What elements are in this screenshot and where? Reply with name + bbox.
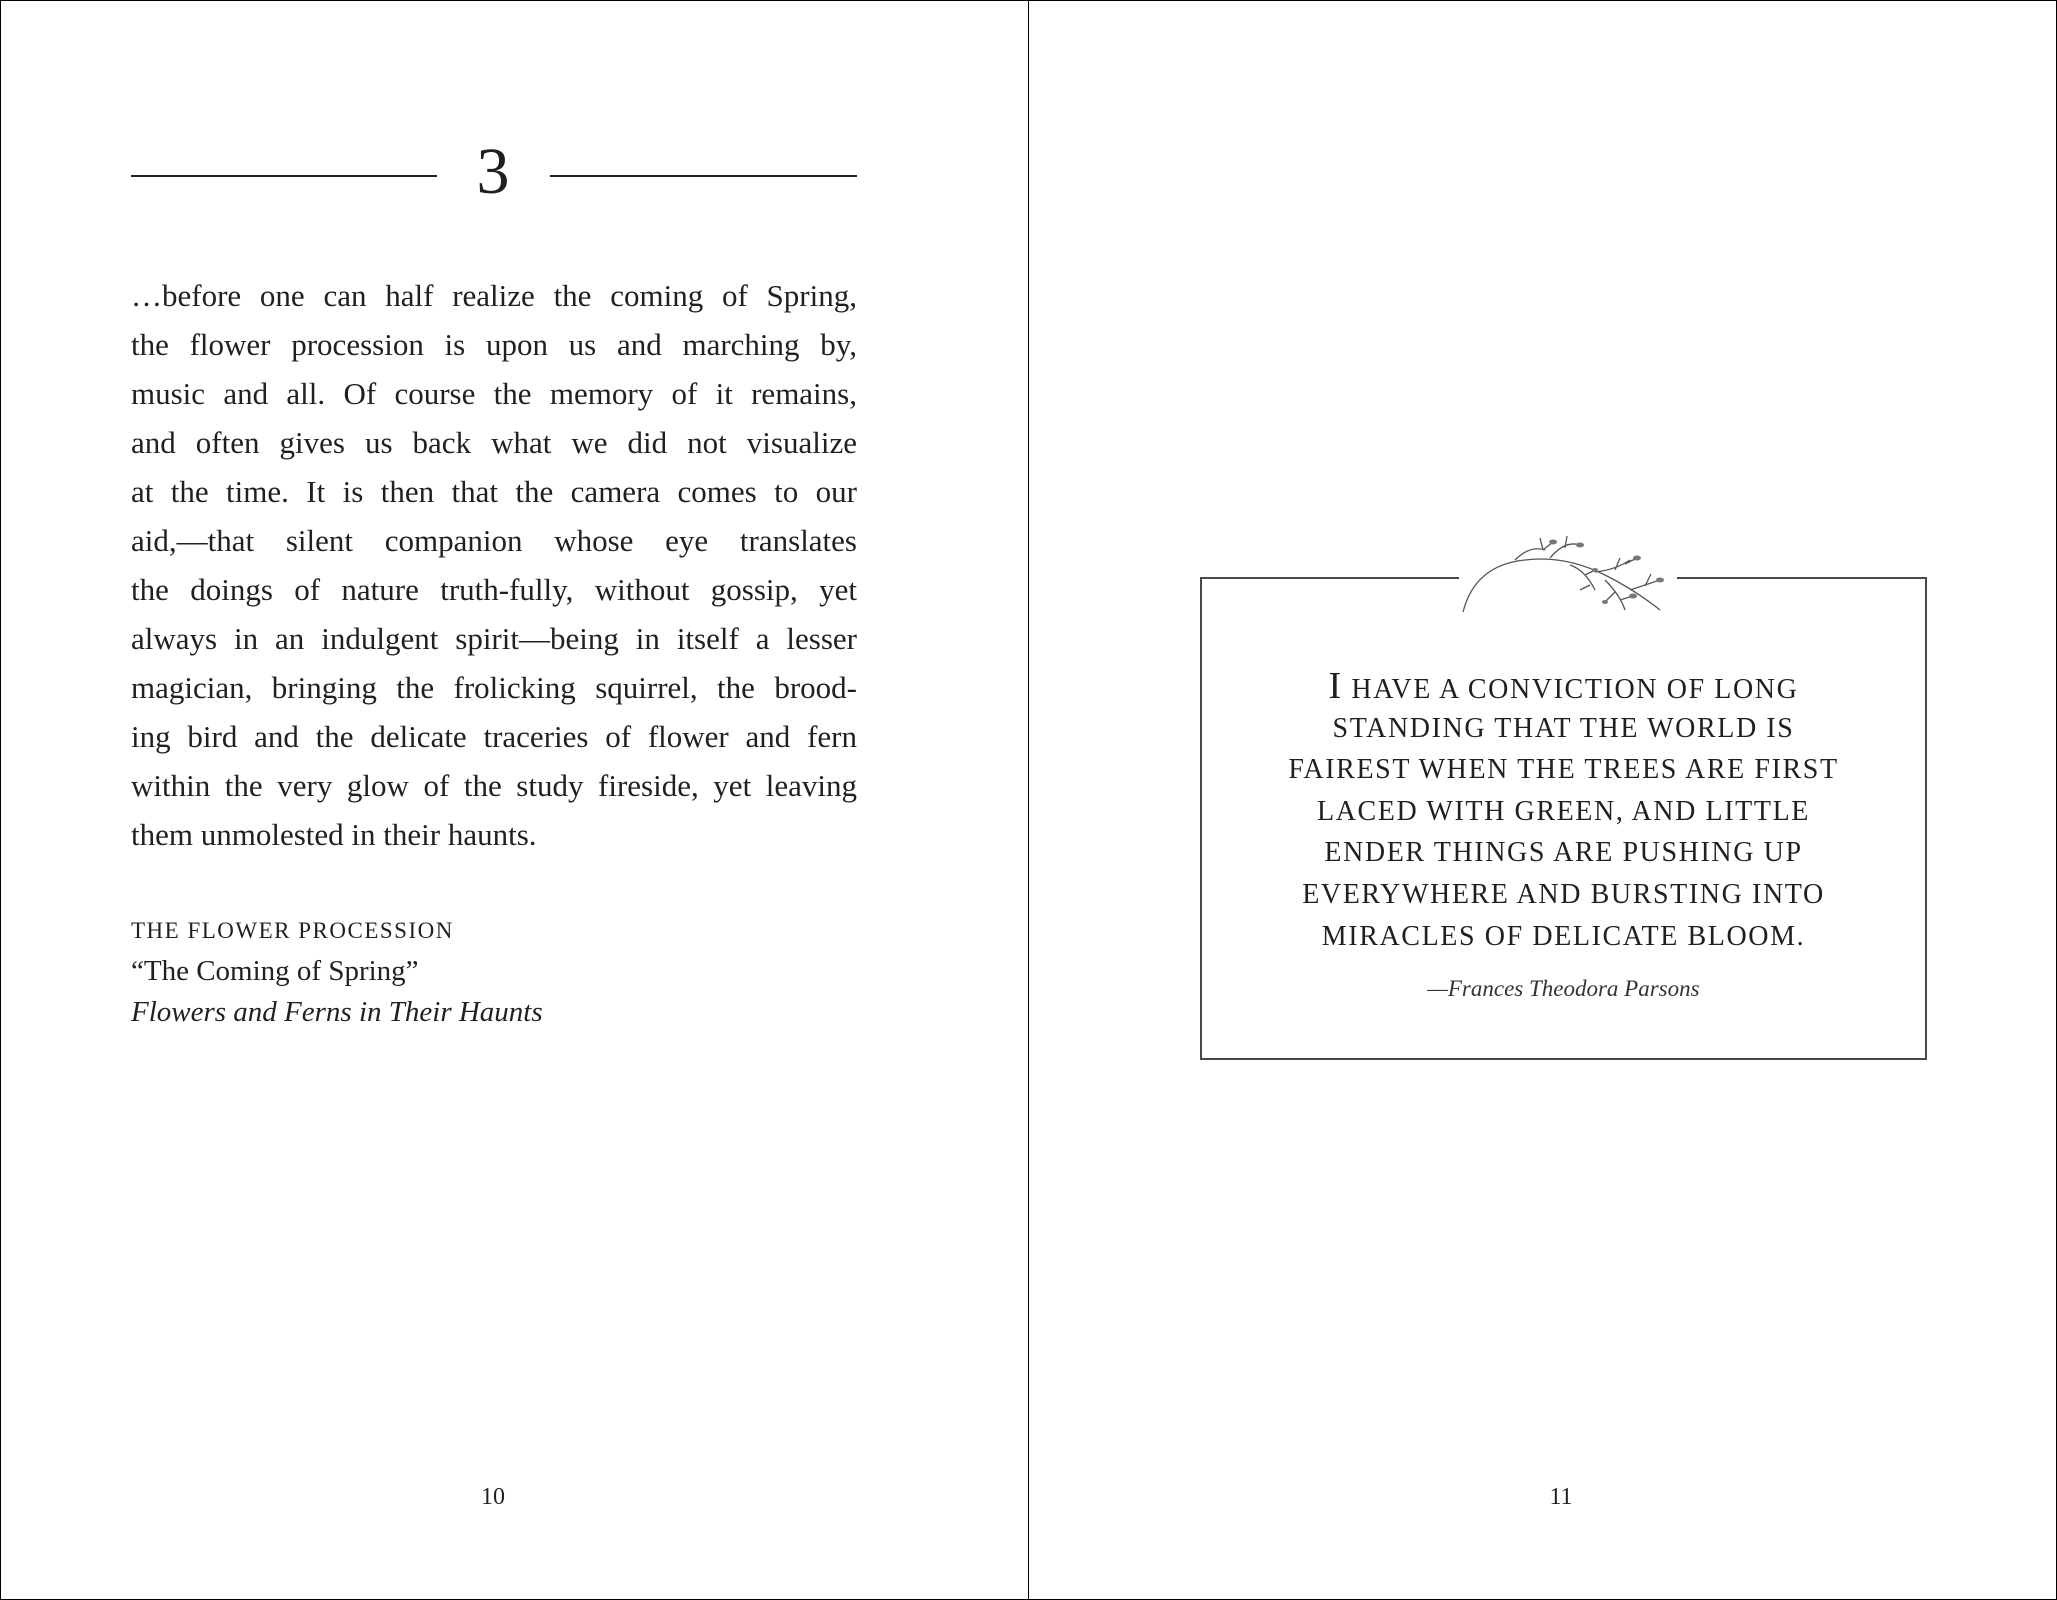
quote-line: FAIREST WHEN THE TREES ARE FIRST bbox=[1288, 754, 1839, 786]
source-section: THE FLOWER PROCESSION bbox=[131, 918, 454, 943]
body-line: ing bird and the delicate traceries of flower and fern bbox=[131, 719, 857, 754]
page-number-right: 11 bbox=[1549, 1484, 1573, 1510]
source-book: Flowers and Ferns in Their Haunts bbox=[131, 996, 543, 1028]
quote-box-top-left bbox=[1200, 577, 1459, 579]
quote-line: MIRACLES OF DELICATE BLOOM. bbox=[1321, 920, 1806, 952]
body-line: the doings of nature truth-fully, without gossip, yet bbox=[131, 572, 857, 607]
body-text bbox=[131, 271, 857, 859]
quote-attribution: —Frances Theodora Parsons bbox=[1427, 976, 1700, 1001]
chapter-rule-left bbox=[131, 175, 437, 177]
body-line: always in an indulgent spirit—being in itself a lesser bbox=[131, 621, 857, 656]
quote-box-top-right bbox=[1677, 577, 1925, 579]
body-line: aid,—that silent companion whose eye translates bbox=[131, 523, 857, 558]
floral-sprig-icon bbox=[1455, 530, 1675, 615]
body-line: within the very glow of the study fireside, yet leaving bbox=[131, 768, 857, 803]
source-citation bbox=[131, 910, 543, 1033]
body-line: at the time. It is then that the camera comes to our bbox=[131, 474, 857, 509]
body-line: …before one can half realize the coming of Spring, bbox=[131, 278, 857, 313]
body-line: music and all. Of course the memory of it remains, bbox=[131, 376, 857, 411]
gutter-divider bbox=[1028, 0, 1029, 1600]
body-line: and often gives us back what we did not visualize bbox=[131, 425, 857, 460]
source-chapter: “The Coming of Spring” bbox=[131, 955, 419, 987]
body-line: magician, bringing the frolicking squirrel, the brood- bbox=[131, 670, 857, 705]
quote-line: STANDING THAT THE WORLD IS bbox=[1332, 712, 1795, 744]
quote-line: LACED WITH GREEN, AND LITTLE bbox=[1317, 795, 1810, 827]
chapter-rule-right bbox=[550, 175, 857, 177]
quote-line: EVERYWHERE AND BURSTING INTO bbox=[1302, 878, 1825, 910]
quote-line: I HAVE A CONVICTION OF LONG bbox=[1328, 665, 1799, 707]
page-number-left: 10 bbox=[481, 1484, 505, 1510]
quote-initial: I bbox=[1328, 665, 1343, 707]
body-line: them unmolested in their haunts. bbox=[131, 817, 537, 852]
quote-line: ENDER THINGS ARE PUSHING UP bbox=[1324, 837, 1803, 869]
chapter-number: 3 bbox=[476, 135, 510, 208]
quote-text bbox=[1200, 666, 1927, 957]
body-line: the flower procession is upon us and marching by, bbox=[131, 327, 857, 362]
